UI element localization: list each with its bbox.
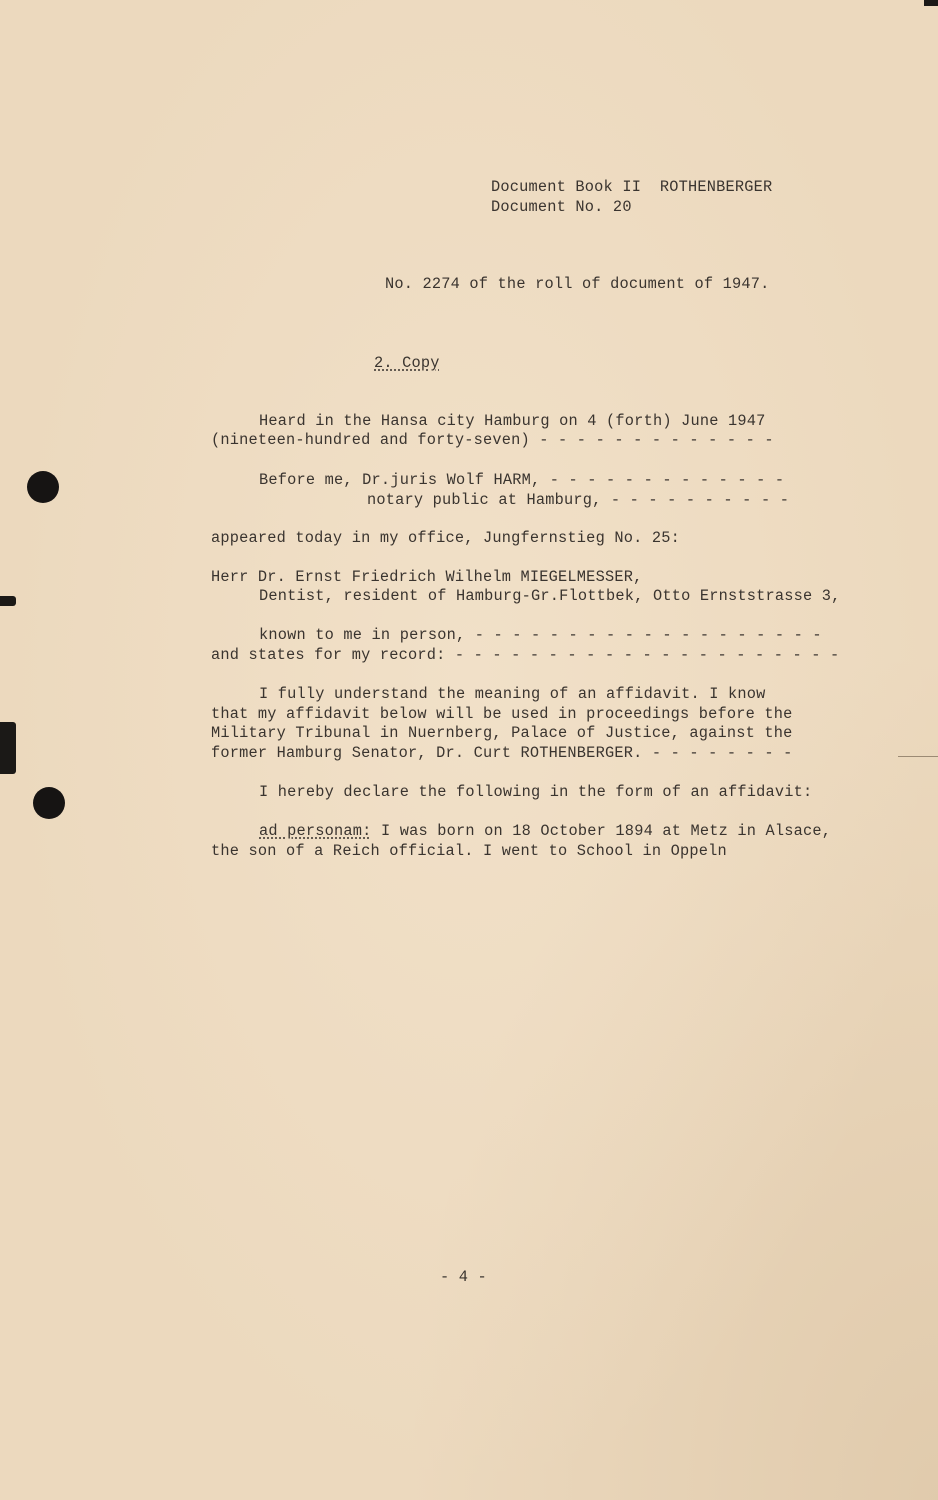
copy-heading: 2. Copy [374,354,440,372]
affidavit-line-2: that my affidavit below will be used in proceedings before the [211,705,793,723]
ad-personam-label: ad personam: [259,822,372,840]
before-line-1: Before me, Dr.juris Wolf HARM, - - - - - - - - - - - - - [259,471,785,489]
herr-line-2: Dentist, resident of Hamburg-Gr.Flottbek, Otto Ernststrasse 3, [259,587,841,605]
ad-personam-line [259,822,831,841]
affidavit-line-1: I fully understand the meaning of an affidavit. I know [259,685,766,703]
binding-tab [0,722,16,774]
son-line: the son of a Reich official. I went to School in Oppeln [211,842,727,860]
roll-number-line: No. 2274 of the roll of document of 1947. [385,275,770,293]
known-line-2: and states for my record: - - - - - - - - - - - - - - - - - - - - - [211,646,840,664]
scan-mark [898,756,938,757]
herr-line-1: Herr Dr. Ernst Friedrich Wilhelm MIEGELMESSER, [211,568,643,586]
page-number: - 4 - [440,1268,487,1286]
document-book-line: Document Book II ROTHENBERGER [491,178,773,196]
declare-line: I hereby declare the following in the form of an affidavit: [259,783,813,801]
binding-tab-top [0,596,16,606]
ad-personam-text: I was born on 18 October 1894 at Metz in Alsace, [371,822,832,840]
document-number-line: Document No. 20 [491,198,632,216]
punch-hole-upper [27,471,59,503]
punch-hole-lower [33,787,65,819]
before-line-2: notary public at Hamburg, - - - - - - - - - - [367,491,790,509]
heard-line-1: Heard in the Hansa city Hamburg on 4 (forth) June 1947 [259,412,766,430]
heard-line-2: (nineteen-hundred and forty-seven) - - - - - - - - - - - - - [211,431,774,449]
known-line-1: known to me in person, - - - - - - - - - - - - - - - - - - - [259,626,822,644]
affidavit-line-4: former Hamburg Senator, Dr. Curt ROTHENBERGER. - - - - - - - - [211,744,793,762]
scan-corner [924,0,938,6]
affidavit-line-3: Military Tribunal in Nuernberg, Palace of Justice, against the [211,724,793,742]
appeared-line: appeared today in my office, Jungfernstieg No. 25: [211,529,680,547]
